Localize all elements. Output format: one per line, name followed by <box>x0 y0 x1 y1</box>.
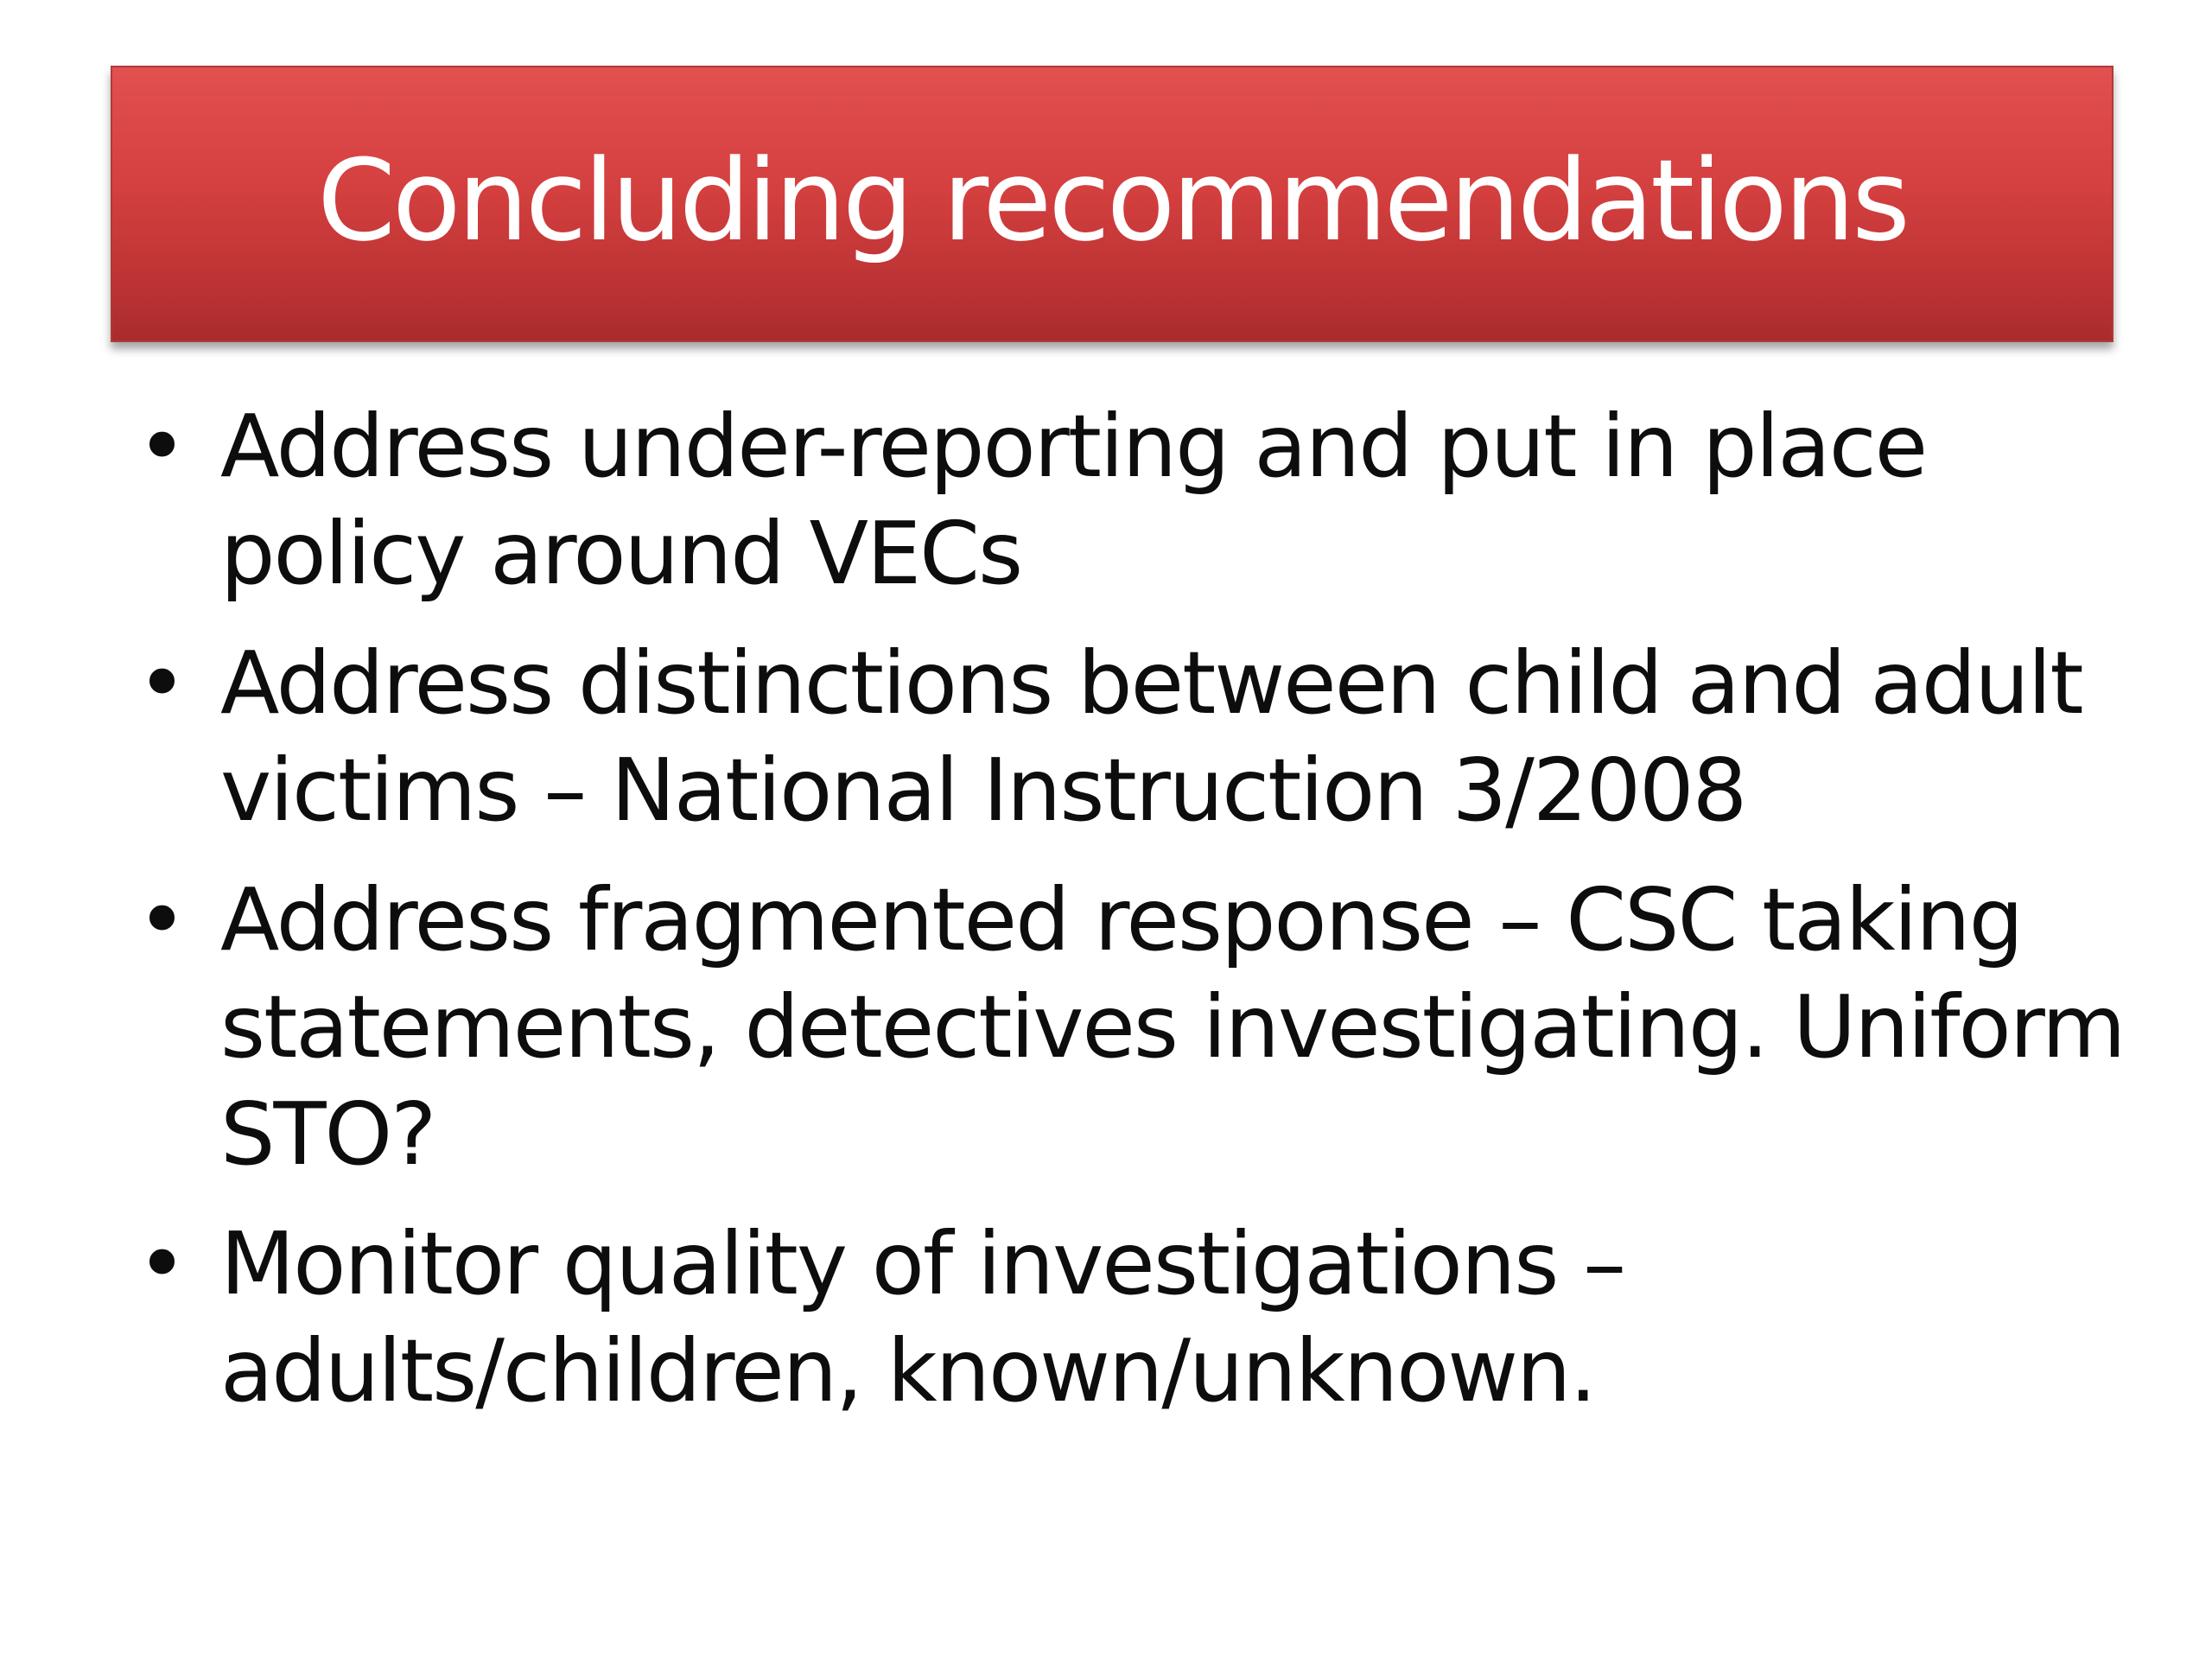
bullet-text-line: STO? <box>220 1084 435 1185</box>
bullet-text-line: statements, detectives investigating. Uniform <box>220 976 2125 1077</box>
bullet-item <box>130 1211 2126 1425</box>
bullet-icon: • <box>137 396 186 497</box>
title-banner <box>111 66 2113 342</box>
bullet-icon: • <box>137 869 186 970</box>
bullet-icon: • <box>137 1213 186 1314</box>
bullet-text-line: victims – National Instruction 3/2008 <box>220 740 1746 841</box>
bullet-text-line: adults/children, known/unknown. <box>220 1320 1596 1421</box>
bullet-item <box>130 393 2126 607</box>
bullet-text-line: Address fragmented response – CSC taking <box>220 869 2023 970</box>
bullet-item <box>130 867 2126 1188</box>
bullet-list <box>130 393 2126 1447</box>
bullet-icon: • <box>137 632 186 734</box>
bullet-text-line: policy around VECs <box>220 503 1022 604</box>
bullet-text-line: Monitor quality of investigations – <box>220 1213 1625 1314</box>
slide-title: Concluding recommendations <box>317 135 1907 266</box>
bullet-item <box>130 630 2126 844</box>
bullet-text-line: Address distinctions between child and adult <box>220 632 2082 734</box>
bullet-text-line: Address under-reporting and put in place <box>220 396 1927 497</box>
